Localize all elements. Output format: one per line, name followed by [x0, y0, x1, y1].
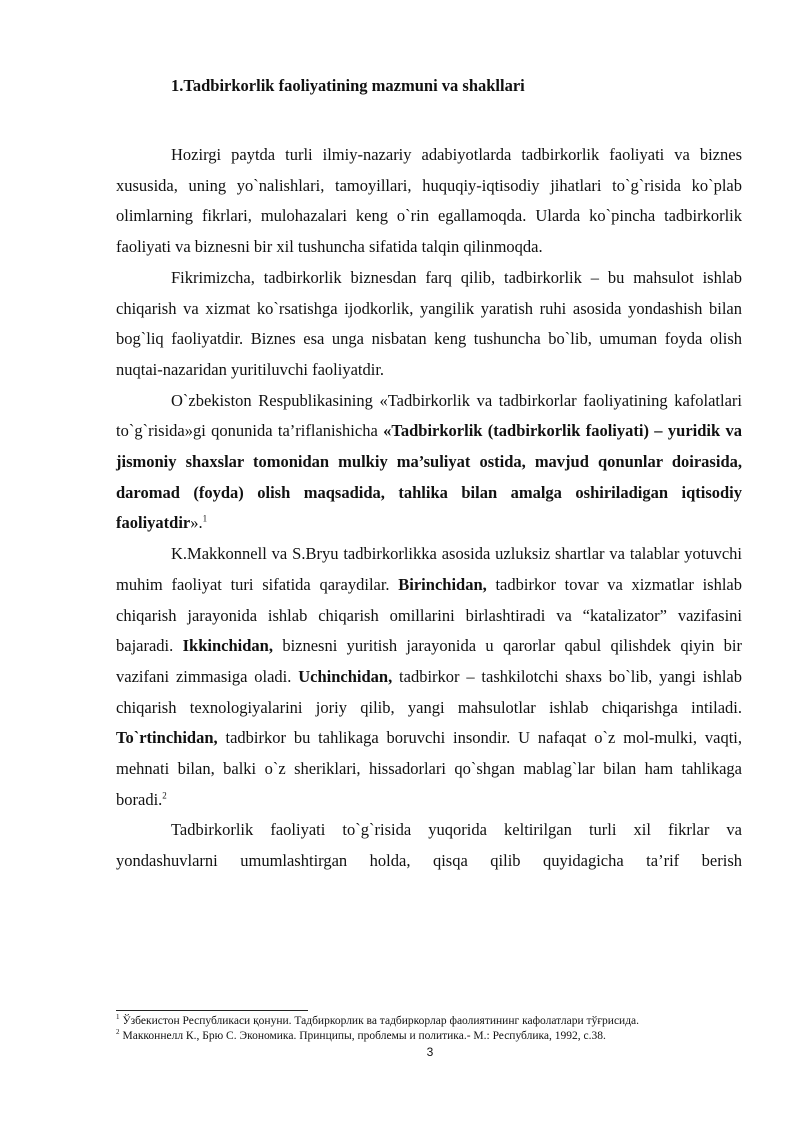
footnote-divider: [116, 1010, 308, 1011]
footnote-number: 2: [116, 1028, 120, 1037]
paragraph-text: K.Makkonnell va S.Bryu tadbirkorlikka asosida uzluksiz shartlar va talablar yotuvchi muhim faoliyat turi sifatida qaraydilar.: [116, 544, 742, 594]
paragraph-4: [116, 539, 742, 815]
footnote-ref-2[interactable]: 2: [162, 790, 167, 801]
footnote-ref-1[interactable]: 1: [202, 513, 208, 524]
point-fourth: To`rtinchidan,: [116, 728, 218, 748]
paragraph-text: tadbirkor – tashkilotchi shaxs bo`lib, yangi ishlab chiqarish texnologiyalarini joriy qilib, yangi mahsulotlar ishlab chiqarishga intiladi.: [116, 666, 742, 717]
definition-bold: «Tadbirkorlik (tadbirkorlik faoliyati) – yuridik va jismoniy shaxslar tomonidan mulkiy ma’suliyat ostida, mavjud qonunlar doirasida, daromad (foyda) olish maqsadida, tahlika bilan amalga oshiriladigan iqtisodiy faoliyatdir: [116, 421, 742, 533]
paragraph-text: O`zbekiston Respublikasining «Tadbirkorlik va tadbirkorlar faoliyatining kafolatlari to`g`risida»gi qonunida ta’riflanishicha: [116, 390, 742, 441]
point-first: Birinchidan,: [398, 574, 487, 594]
footnote-text: Макконнелл К., Брю С. Экономика. Принципы, проблемы и политика.- М.: Республика, 1992, с.38.: [122, 1030, 606, 1042]
point-second: Ikkinchidan,: [182, 636, 273, 656]
paragraph-text: Tadbirkorlik faoliyati to`g`risida yuqorida keltirilgan turli xil fikrlar va yondashuvlarni umumlashtirgan holda, qisqa qilib quyidagicha ta’rif berish: [116, 820, 742, 871]
paragraph-2: [116, 263, 742, 386]
paragraph-text: biznesni yuritish jarayonida u qarorlar qabul qilishdek qiyin bir vazifani zimmasiga oladi.: [116, 636, 742, 686]
footnote-text: Ўзбекистон Республикаси қонуни. Тадбиркорлик ва тадбиркорлар фаолиятининг кафолатлари тўғрисида.: [122, 1015, 640, 1027]
paragraph-text: ».: [190, 513, 203, 533]
footnote-1: [116, 1014, 756, 1029]
point-third: Uchinchidan,: [298, 666, 393, 686]
paragraph-text: tadbirkor bu tahlikaga boruvchi insondir. U nafaqat o`z mol-mulki, vaqti, mehnati bilan, balki o`z sheriklari, hissadorlari qo`shgan mablag`lar bilan ham tahlikaga boradi.: [116, 728, 742, 809]
footnote-2: [116, 1029, 756, 1044]
paragraph-text: tadbirkor tovar va xizmatlar ishlab chiqarish jarayonida ishlab chiqarish omillarini birlashtiradi va “katalizator” vazifasini bajaradi.: [116, 574, 742, 656]
footnotes: [116, 1014, 756, 1044]
paragraph-1: [116, 140, 742, 263]
paragraph-3: [116, 386, 742, 540]
section-heading: 1.Tadbirkorlik faoliyatining mazmuni va shakllari: [171, 76, 525, 95]
body-text: [116, 140, 742, 877]
page-number: 3: [426, 1045, 434, 1059]
paragraph-text: Fikrimizcha, tadbirkorlik biznesdan farq qilib, tadbirkorlik – bu mahsulot ishlab chiqarish va xizmat ko`rsatishga ijodkorlik, yangilik yaratish ruhi asosida yondashish bilan bog`liq faoliyatdir. Biznes esa unga nisbatan keng tushuncha bo`lib, umuman foyda olish nuqtai-nazaridan yuritiluvchi faoliyatdir.: [116, 267, 742, 379]
paragraph-text: Hozirgi paytda turli ilmiy-nazariy adabiyotlarda tadbirkorlik faoliyati va biznes xususida, uning yo`nalishlari, tamoyillari, huquqiy-iqtisodiy jihatlari to`g`risida ko`plab olimlarning fikrlari, mulohazalari keng o`rin egallamoqda. Ularda ko`pincha tadbirkorlik faoliyati va biznesni bir xil tushuncha sifatida talqin qilinmoqda.: [116, 145, 742, 257]
paragraph-5: [116, 815, 742, 876]
footnote-number: 1: [116, 1013, 120, 1022]
